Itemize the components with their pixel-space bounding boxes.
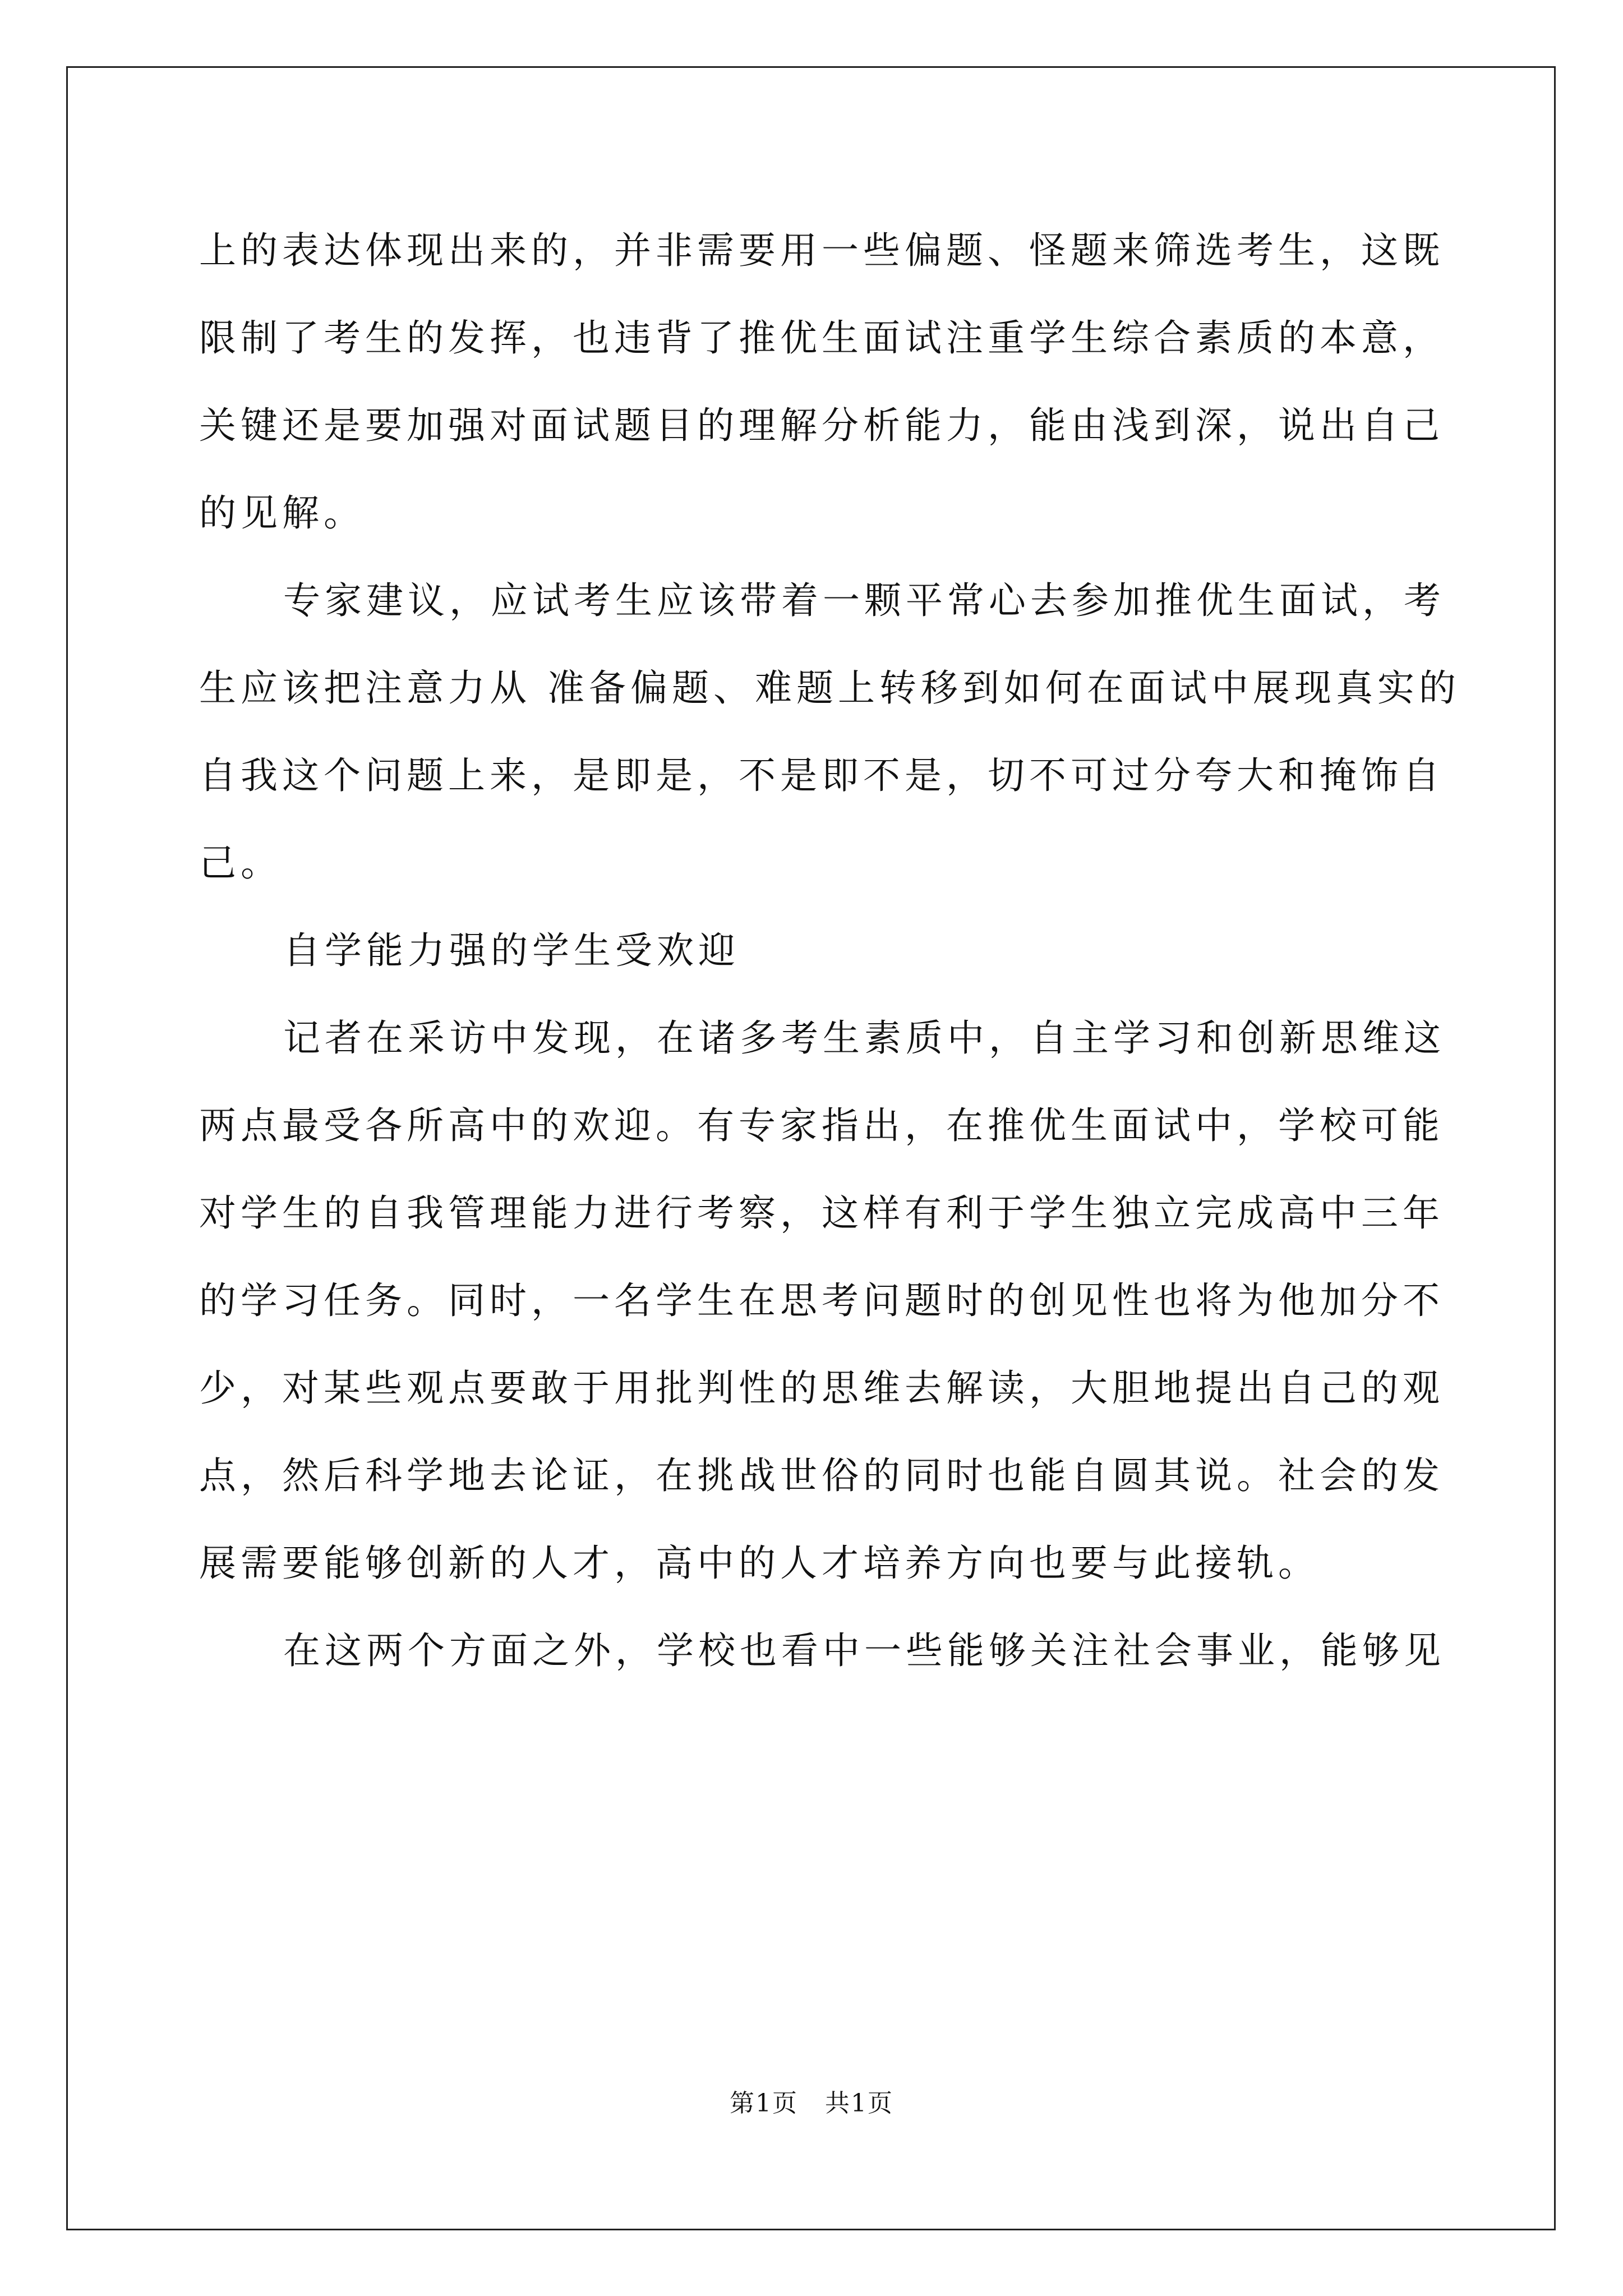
text-line: 记者在采访中发现，在诸多考生素质中，自主学习和创新思维这 [283,1016,1445,1060]
document-body [199,218,1460,1705]
text-line: 生应该把注意力从 准备偏题、难题上转移到如何在面试中展现真实的 [199,666,1460,710]
text-line: 的学习任务。同时，一名学生在思考问题时的创见性也将为他加分不 [199,1279,1444,1322]
text-line: 的见解。 [199,491,365,535]
text-line: 两点最受各所高中的欢迎。有专家指出，在推优生面试中，学校可能 [199,1104,1444,1147]
page-footer: 第1页 共1页 [730,2089,893,2118]
text-line: 限制了考生的发挥，也违背了推优生面试注重学生综合素质的本意， [199,316,1444,360]
text-line: 己。 [199,841,282,885]
text-line: 少，对某些观点要敢于用批判性的思维去解读，大胆地提出自己的观 [199,1366,1444,1410]
text-line: 专家建议，应试考生应该带着一颗平常心去参加推优生面试，考 [283,579,1445,622]
section-heading: 自学能力强的学生受欢迎 [283,929,740,972]
text-line: 自我这个问题上来，是即是，不是即不是，切不可过分夸大和掩饰自 [199,754,1444,797]
text-line: 上的表达体现出来的，并非需要用一些偏题、怪题来筛选考生，这既 [199,229,1444,272]
text-line: 在这两个方面之外，学校也看中一些能够关注社会事业，能够见 [283,1629,1445,1672]
text-line: 点，然后科学地去论证，在挑战世俗的同时也能自圆其说。社会的发 [199,1454,1444,1497]
text-line: 对学生的自我管理能力进行考察，这样有利于学生独立完成高中三年 [199,1191,1444,1235]
text-line: 关键还是要加强对面试题目的理解分析能力，能由浅到深，说出自己 [199,404,1444,447]
text-line: 展需要能够创新的人才，高中的人才培养方向也要与此接轨。 [199,1542,1320,1585]
